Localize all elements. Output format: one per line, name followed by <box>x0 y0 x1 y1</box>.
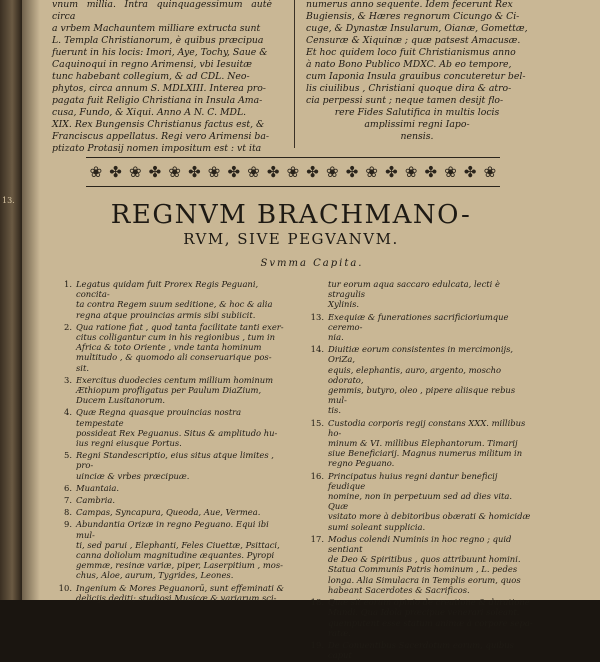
margin-mark: 13. <box>2 196 15 205</box>
item-text-line: Xylinis. <box>328 299 360 310</box>
item-text-line: nia. <box>328 332 344 343</box>
chapter-list-item <box>52 495 284 505</box>
chapter-list-item <box>304 597 534 638</box>
item-text-line: Principatus huius regni dantur beneficij feudique <box>328 470 498 491</box>
item-text-line: Modus colendi Numinis in hoc regno ; quid sentiant <box>328 533 512 555</box>
item-text-line: chus, Aloe, aurum, Tygrides, Leones. <box>76 570 234 581</box>
item-number: 3. <box>64 374 72 385</box>
item-text-line: Campas, Syncapura, Queoda, Aue, Vermea. <box>76 507 261 518</box>
ornament-icon: ❀ <box>168 163 181 181</box>
item-number: 16. <box>310 470 324 481</box>
text-line: numerus anno sequente. Idem fecerunt Rex <box>306 0 513 10</box>
item-text-line: Æthiopum profligatus per Paulum DiaZium, <box>76 385 262 396</box>
item-number: 8. <box>64 507 72 518</box>
text-line: Bugiensis, & Hæres regnorum Cicungo & Ci- <box>306 11 520 22</box>
item-text-line: delicijs dediti; studiosi Musicæ & variarum sci- <box>76 592 277 603</box>
text-line: Caquinoqui in regno Arimensi, vbi Iesuitæ <box>52 59 252 70</box>
item-text-line: Muantaia. <box>76 482 120 493</box>
chapter-list-item <box>304 640 534 660</box>
item-text-line: gemmæ, resinæ variæ, piper, Laserpitium , mos- <box>76 560 283 571</box>
ornament-icon: ✤ <box>188 163 201 181</box>
chapter-list-item <box>304 471 534 532</box>
item-text-line: siue Beneficiarij. Magnus numerus militum in <box>328 448 523 459</box>
text-line: ptizato Protasij nomen impositum est : vt ita <box>52 143 262 154</box>
item-number: 19. <box>310 639 324 650</box>
chapter-list-item <box>304 279 534 310</box>
item-text-line: vsitato more à debitoribus obærati & homicidæ <box>328 511 531 522</box>
ornament-icon: ❀ <box>365 163 378 181</box>
item-number: 17. <box>310 533 324 544</box>
item-number: 4. <box>64 407 72 418</box>
text-line: rere Fides Salutifica in multis locis <box>334 107 500 118</box>
heading-line-2: RVM, SIVE PEGVANVM. <box>183 230 399 248</box>
item-text-line: Ingenium & Mores Peguanorū, sunt effeminati & <box>76 582 284 593</box>
item-text-line: tur eorum aqua saccaro edulcata, lecti è stragulis <box>328 279 500 300</box>
gutter-shadow <box>22 0 40 600</box>
summa-capita-label: Svmma Capita. <box>260 258 364 269</box>
ornamental-band <box>86 157 500 187</box>
item-text-line: sit. <box>76 362 90 373</box>
text-line: amplissimi regni Iapo- <box>364 119 470 130</box>
item-number: 6. <box>64 482 72 493</box>
text-line: fuerunt in his locis: Imori, Aye, Tochy, Saue & <box>52 47 268 58</box>
chapter-list-item <box>304 418 534 469</box>
ornament-icon: ❀ <box>444 163 457 181</box>
ornament-icon: ❀ <box>128 163 142 181</box>
ornament-icon: ✤ <box>306 163 319 181</box>
text-line: à nato Bono Publico MDXC. Ab eo tempore, <box>306 59 512 70</box>
item-number: 5. <box>64 450 72 461</box>
chapter-list-item <box>52 450 284 481</box>
ornament-icon: ❀ <box>404 163 418 181</box>
item-text-line: Statua Communis Patris hominum , L. pedes <box>328 564 518 575</box>
text-line: cusa, Fundo, & Xiqui. Anno A N. C. MDL. <box>52 107 247 118</box>
item-text-line: nomine, non in perpetuum sed ad dies vita. Quæ <box>328 491 513 512</box>
chapter-list-item <box>52 279 284 320</box>
chapter-list-item <box>52 375 284 406</box>
ornament-icon: ✤ <box>148 163 162 181</box>
item-text-line: Quæ sit eorum opinio de creatione & duratione <box>328 597 530 608</box>
item-text-line: Abundantia Orizæ in regno Peguano. Equi ibi mul- <box>76 519 269 540</box>
item-text-line: Custodia corporis regij constans XXX. millibus ho- <box>328 417 526 438</box>
chapter-heading <box>56 200 526 248</box>
item-text-line: Regni Standescriptio, eius situs atque limites , pro- <box>76 450 274 471</box>
item-text-line: quemputent esse statum animæ à corpore sepa- <box>328 617 533 628</box>
item-number: 15. <box>310 417 324 428</box>
text-line: L. Templa Christianorum, è quibus præcipua <box>52 35 264 46</box>
top-left-column <box>52 0 272 155</box>
chapter-list-item <box>304 344 534 415</box>
chapter-list-item <box>52 483 284 493</box>
text-line: cuge, & Dynastæ Insularum, Oianæ, Gomettæ, <box>306 23 528 34</box>
text-line: a vrbem Machauntem milliare extructa sunt <box>52 23 261 34</box>
text-line: vnum millia. Intra quinquagessimum autè circa <box>52 0 272 22</box>
item-number: 2. <box>64 321 72 332</box>
facing-page-edge <box>0 0 22 600</box>
item-text-line: De Conuentibus Sacerdotum eorum, quibus caput <box>328 639 514 661</box>
ornament-icon: ✤ <box>424 163 438 181</box>
item-text-line: regno Peguano. <box>328 458 395 469</box>
ornament-icon: ❀ <box>483 163 497 181</box>
book-page <box>22 0 600 661</box>
item-text-line: de Deo & Spiritibus , quos attribuunt homini. <box>328 554 521 565</box>
text-line: lis ciuilibus , Christiani quoque dira & atro- <box>306 83 512 94</box>
item-text-line: Africa & toto Oriente , vnde tanta hominum <box>76 342 262 353</box>
item-number: 9. <box>64 519 72 530</box>
item-text-line: Mundi. Qua Idola præcipue venerari soleant. <box>328 607 520 618</box>
ornament-icon: ❀ <box>326 163 339 181</box>
item-text-line: ius regni eiusque Portus. <box>76 438 182 449</box>
ornament-icon: ✤ <box>385 163 398 181</box>
item-text-line: Quæ Regna quasque prouincias nostra tempestate <box>76 407 242 428</box>
chapter-list-item <box>52 407 284 448</box>
item-text-line: Qua ratione fiat , quod tanta facilitate tanti exer- <box>76 321 284 332</box>
ornament-icon: ❀ <box>286 163 300 181</box>
item-number: 10. <box>58 582 72 593</box>
item-text-line: uinciæ & vrbes præcipuæ. <box>76 470 190 481</box>
text-line: XIX. Rex Bungensis Christianus factus est, & <box>52 119 265 130</box>
ornament-icon: ❀ <box>89 163 103 181</box>
ornament-icon: ✤ <box>463 163 477 181</box>
item-text-line: longa. Alia Simulacra in Templis eorum, quos <box>328 574 521 585</box>
item-text-line: citus colligantur cum in his regionibus , tum in <box>76 332 276 343</box>
ornament-icon: ✤ <box>227 163 241 181</box>
item-text-line: tis. <box>328 405 342 416</box>
chapter-list-right <box>304 279 534 662</box>
chapter-list-item <box>304 312 534 343</box>
item-text-line: minum & VI. millibus Elephantorum. Timarij <box>328 438 518 449</box>
ornament-icon: ❀ <box>207 163 221 181</box>
item-text-line: regna atque prouincias armis sibi subiicit. <box>76 309 256 320</box>
item-text-line: Ducem Lusitanorum. <box>76 395 166 406</box>
text-line: Censuræ & Xiquinæ ; quæ patsest Amacusæ. <box>306 35 521 46</box>
item-text-line: ti, sed parui , Elephanti, Feles Ciuettæ, Psittaci, <box>76 539 280 550</box>
item-number: 7. <box>64 495 72 506</box>
chapter-list-left <box>52 279 284 605</box>
item-text-line: canna doliolum magnitudine æquantes. Pyropi <box>76 550 275 561</box>
item-text-line: Cambria. <box>76 495 116 506</box>
heading-line-1: REGNVM BRACHMANO- <box>110 200 472 230</box>
item-text-line: multitudo , & quomodo ali conseruarique pos- <box>76 352 272 363</box>
item-number: 1. <box>64 279 72 289</box>
item-text-line: habeant Sacerdotes & Sacrificos. <box>328 584 470 595</box>
text-line: Et hoc quidem loco fuit Christianismus anno <box>306 47 516 58</box>
item-text-line: possideat Rex Peguanus. Situs & amplitudo hu- <box>76 427 278 438</box>
item-number: 13. <box>310 311 324 322</box>
text-line: tunc habebant collegium, & ad CDL. Neo- <box>52 71 250 82</box>
text-line: pagata fuit Religio Christiana in Insula Ama- <box>52 95 263 106</box>
ornament-icon: ✤ <box>109 163 122 181</box>
item-text-line: Legatus quidam fuit Prorex Regis Peguani, concita- <box>76 279 259 300</box>
chapter-list-item <box>52 583 284 603</box>
item-number: 18. <box>310 597 324 608</box>
item-text-line: ratæ. <box>328 627 351 638</box>
item-text-line: ta contra Regem suum seditione, & hoc & alia <box>76 299 273 310</box>
text-line: cia perpessi sunt ; neque tamen desijt flo- <box>306 95 504 106</box>
text-line: Franciscus appellatus. Regi vero Arimensi ba- <box>52 131 270 142</box>
chapter-list-item <box>52 322 284 373</box>
chapter-list-item <box>304 534 534 595</box>
item-number: 14. <box>310 344 324 355</box>
item-text-line: sumi soleant supplicia. <box>328 521 426 532</box>
item-text-line: equis, elephantis, auro, argento, moscho odorato, <box>328 364 502 385</box>
item-text-line: gemmis, butyro, oleo , pipere aliisque rebus mul- <box>328 385 516 406</box>
chapter-list-item <box>52 507 284 517</box>
top-right-column <box>306 0 528 143</box>
text-line: nensis. <box>400 131 434 142</box>
item-text-line: Diuitiæ eorum consistentes in mercimonijs, OriZa, <box>328 344 514 365</box>
ornament-icon: ✤ <box>266 163 280 181</box>
ornament-icon: ✤ <box>345 163 359 181</box>
column-rule <box>294 0 295 148</box>
item-text-line: Exercitus duodecies centum millium hominum <box>76 374 274 385</box>
item-text-line: Exequiæ & funerationes sacrificioriumque ceremo- <box>328 311 509 332</box>
text-line: phytos, circa annum S. MDLXIII. Interea pro- <box>52 83 266 94</box>
ornament-icon: ❀ <box>247 163 260 181</box>
text-line: cum Iaponia Insula grauibus concuteretur bel- <box>306 71 526 82</box>
chapter-list-item <box>52 519 284 580</box>
